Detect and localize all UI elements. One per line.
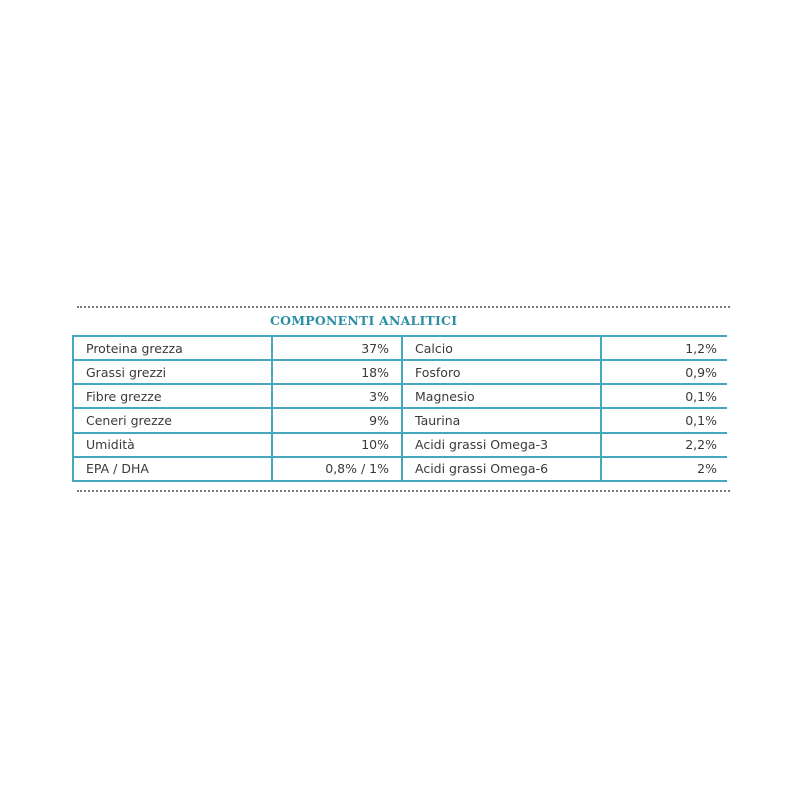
table-cell-value: 18% (273, 361, 401, 383)
table-cell-value: 9% (273, 409, 401, 431)
table-cell-value: 3% (273, 385, 401, 407)
table-cell-label: Proteina grezza (74, 337, 271, 359)
table-cell-value: 37% (273, 337, 401, 359)
table-cell-value: 2,2% (602, 434, 729, 456)
table-cell-label: Magnesio (403, 385, 600, 407)
table-cell-label: EPA / DHA (74, 458, 271, 480)
table-cell-label: Fosforo (403, 361, 600, 383)
table-cell-label: Acidi grassi Omega-3 (403, 434, 600, 456)
dotted-divider-top (77, 306, 730, 308)
table-cell-value: 0,1% (602, 409, 729, 431)
table-cell-label: Taurina (403, 409, 600, 431)
table-cell-value: 1,2% (602, 337, 729, 359)
table-title: COMPONENTI ANALITICI (270, 313, 458, 328)
table-cell-value: 10% (273, 434, 401, 456)
analytical-components-table (72, 335, 727, 482)
table-cell-value: 0,8% / 1% (273, 458, 401, 480)
table-cell-label: Grassi grezzi (74, 361, 271, 383)
table-cell-label: Calcio (403, 337, 600, 359)
table-cell-value: 2% (602, 458, 729, 480)
table-cell-label: Umidità (74, 434, 271, 456)
table-cell-label: Fibre grezze (74, 385, 271, 407)
table-cell-label: Acidi grassi Omega-6 (403, 458, 600, 480)
table-cell-label: Ceneri grezze (74, 409, 271, 431)
table-cell-value: 0,9% (602, 361, 729, 383)
dotted-divider-bottom (77, 490, 730, 492)
table-cell-value: 0,1% (602, 385, 729, 407)
